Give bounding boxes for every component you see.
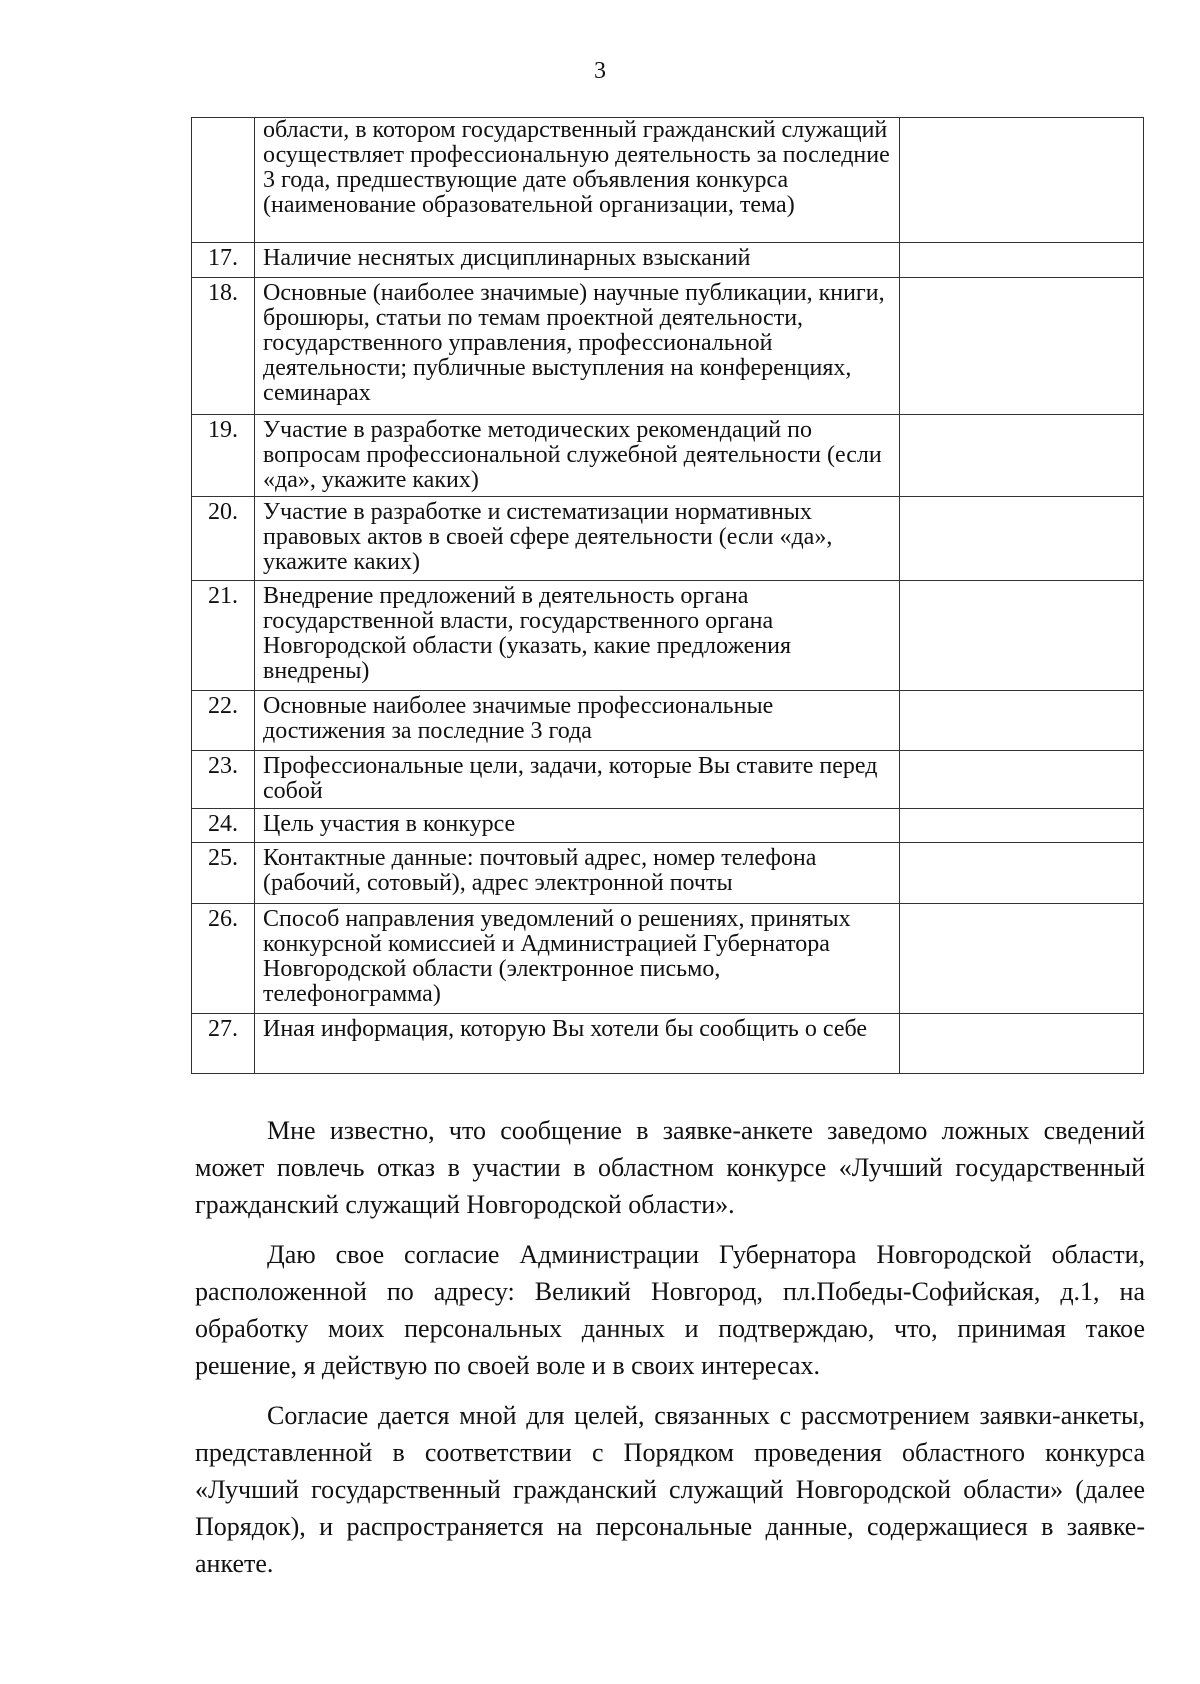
row-description: Участие в разработке и систематизации нормативных правовых актов в своей сфере деятельности (если «да», укажите каких) [255,497,900,581]
answer-cell[interactable] [900,243,1144,278]
table-row [192,497,1144,581]
row-number: 17. [192,243,255,278]
row-number: 25. [192,843,255,904]
answer-cell[interactable] [900,691,1144,751]
table-row [192,118,1144,243]
row-number: 20. [192,497,255,581]
answer-cell[interactable] [900,415,1144,497]
row-description: Внедрение предложений в деятельность органа государственной власти, государственного органа Новгородской области (указать, какие предложения внедрены) [255,581,900,691]
answer-cell[interactable] [900,843,1144,904]
questionnaire-table [191,117,1144,1074]
page-number: 3 [594,58,606,84]
table-row [192,904,1144,1014]
answer-cell[interactable] [900,118,1144,243]
table-row [192,415,1144,497]
table-row [192,809,1144,843]
table-row [192,751,1144,809]
table-row [192,1014,1144,1074]
row-description: Участие в разработке методических рекомендаций по вопросам профессиональной служебной деятельности (если «да», укажите каких) [255,415,900,497]
row-number: 23. [192,751,255,809]
row-number: 22. [192,691,255,751]
row-description: Контактные данные: почтовый адрес, номер телефона (рабочий, сотовый), адрес электронной почты [255,843,900,904]
row-description: Иная информация, которую Вы хотели бы сообщить о себе [255,1014,900,1074]
answer-cell[interactable] [900,751,1144,809]
row-description: Наличие неснятых дисциплинарных взысканий [255,243,900,278]
row-description: Цель участия в конкурсе [255,809,900,843]
row-description: области, в котором государственный гражданский служащий осуществляет профессиональную деятельность за последние 3 года, предшествующие дате объявления конкурса (наименование образовательной организации, тема) [255,118,900,243]
answer-cell[interactable] [900,1014,1144,1074]
paragraph: Даю свое согласие Администрации Губернатора Новгородской области, расположенной по адресу: Великий Новгород, пл.Победы-Софийская, д.1, на обработку моих персональных данных и подтверждаю, что, принимая такое решение, я действую по своей воле и в своих интересах. [195,1240,1145,1380]
answer-cell[interactable] [900,904,1144,1014]
paragraph: Согласие дается мной для целей, связанных с рассмотрением заявки-анкеты, представленной в соответствии с Порядком проведения областного конкурса «Лучший государственный гражданский служащий Новгородской области» (далее Порядок), и распространяется на персональные данные, содержащиеся в заявке-анкете. [195,1401,1145,1578]
row-description: Способ направления уведомлений о решениях, принятых конкурсной комиссией и Администрацией Губернатора Новгородской области (электронное письмо, телефонограмма) [255,904,900,1014]
row-description: Профессиональные цели, задачи, которые Вы ставите перед собой [255,751,900,809]
answer-cell[interactable] [900,497,1144,581]
row-number: 26. [192,904,255,1014]
row-description: Основные наиболее значимые профессиональные достижения за последние 3 года [255,691,900,751]
answer-cell[interactable] [900,581,1144,691]
row-number: 18. [192,278,255,415]
table-row [192,691,1144,751]
table-row [192,581,1144,691]
table-row [192,278,1144,415]
row-number: 21. [192,581,255,691]
row-number: 27. [192,1014,255,1074]
paragraph: Мне известно, что сообщение в заявке-анкете заведомо ложных сведений может повлечь отказ в участии в областном конкурсе «Лучший государственный гражданский служащий Новгородской области». [195,1116,1145,1219]
row-number: 24. [192,809,255,843]
row-description: Основные (наиболее значимые) научные публикации, книги, брошюры, статьи по темам проектной деятельности, государственного управления, профессиональной деятельности; публичные выступления на конференциях, семинарах [255,278,900,415]
table-row [192,243,1144,278]
row-number: 19. [192,415,255,497]
table-row [192,843,1144,904]
row-number [192,118,255,243]
answer-cell[interactable] [900,809,1144,843]
consent-text [195,1112,1145,1595]
answer-cell[interactable] [900,278,1144,415]
